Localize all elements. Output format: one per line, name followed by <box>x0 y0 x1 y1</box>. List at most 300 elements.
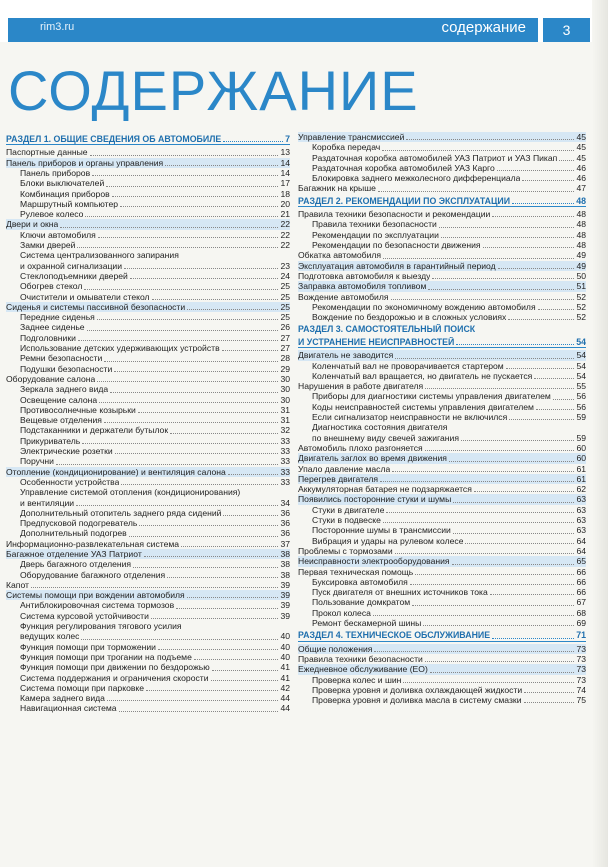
toc-entry-page: 56 <box>576 391 586 402</box>
toc-section-heading[interactable] <box>298 630 586 641</box>
toc-entry[interactable] <box>6 456 290 466</box>
toc-entry[interactable] <box>6 302 290 312</box>
toc-leader-dots <box>461 440 574 441</box>
toc-entry[interactable] <box>298 350 586 360</box>
toc-entry-page: 14 <box>280 157 290 168</box>
toc-leader-dots <box>98 237 279 238</box>
toc-entry-page: 27 <box>280 343 290 354</box>
toc-entry-page: 36 <box>280 528 290 539</box>
toc-entry[interactable] <box>298 173 586 183</box>
toc-entry-page: 61 <box>576 473 586 484</box>
toc-entry[interactable] <box>298 685 586 695</box>
toc-entry-page: 66 <box>576 576 586 587</box>
toc-entry[interactable] <box>298 271 586 281</box>
toc-entry-page: 75 <box>576 695 586 706</box>
toc-entry-title: Рулевое колесо <box>20 209 84 220</box>
toc-entry-page: 46 <box>576 173 586 184</box>
toc-entry[interactable] <box>298 422 586 432</box>
toc-entry-title: и охранной сигнализации <box>20 260 123 271</box>
toc-entry-title: Функция помощи при торможении <box>20 641 156 652</box>
toc-entry[interactable] <box>298 163 586 173</box>
toc-entry-page: 68 <box>576 607 586 618</box>
toc-entry[interactable] <box>298 536 586 546</box>
toc-entry-title: Отопление (кондиционирование) и вентиляция салона <box>6 466 226 477</box>
toc-leader-dots <box>391 299 575 300</box>
toc-leader-dots <box>31 587 278 588</box>
toc-entry-title: Передние сиденья <box>20 312 95 323</box>
toc-entry[interactable] <box>298 302 586 312</box>
toc-entry-page: 14 <box>280 168 290 178</box>
toc-entry[interactable] <box>298 695 586 705</box>
toc-entry-page: 59 <box>576 432 586 443</box>
toc-entry[interactable] <box>6 611 290 621</box>
toc-entry[interactable] <box>298 250 586 260</box>
toc-entry[interactable] <box>6 631 290 641</box>
toc-leader-dots <box>212 670 279 671</box>
toc-entry-title: Двигатель заглох во время движения <box>298 453 447 464</box>
toc-entry[interactable] <box>6 415 290 425</box>
toc-entry[interactable] <box>6 292 290 302</box>
toc-entry-title: Паспортные данные <box>6 147 88 158</box>
toc-leader-dots <box>187 309 278 310</box>
toc-entry-title: Буксировка автомобиля <box>312 576 408 587</box>
toc-entry[interactable] <box>298 433 586 443</box>
toc-entry-title: Двери и окна <box>6 219 59 230</box>
toc-entry[interactable] <box>6 250 290 260</box>
toc-leader-dots <box>187 597 279 598</box>
toc-leader-dots <box>392 471 574 472</box>
toc-leader-dots <box>524 702 575 703</box>
toc-entry[interactable] <box>6 374 290 384</box>
toc-entry[interactable] <box>298 371 586 381</box>
toc-entry[interactable] <box>6 219 290 229</box>
toc-entry-page: 64 <box>576 545 586 556</box>
toc-entry-title: Камера заднего вида <box>20 693 105 704</box>
toc-entry-title: Вождение по бездорожью и в сложных условиях <box>312 312 507 323</box>
toc-entry-title: Рекомендации по безопасности движения <box>312 240 481 251</box>
toc-entry-title: Проблемы с тормозами <box>298 545 393 556</box>
toc-entry-title: Пользование домкратом <box>312 597 411 608</box>
toc-entry-title: Комбинация приборов <box>20 188 110 199</box>
toc-entry-page: 73 <box>576 664 586 675</box>
toc-leader-dots <box>382 150 574 151</box>
toc-leader-dots <box>492 638 574 639</box>
toc-entry-page: 74 <box>576 684 586 695</box>
toc-entry[interactable] <box>298 391 586 401</box>
toc-entry[interactable] <box>6 446 290 456</box>
toc-section-heading[interactable] <box>298 196 586 207</box>
toc-leader-dots <box>77 247 278 248</box>
toc-entry-title: Прикуриватель <box>20 435 81 446</box>
toc-leader-dots <box>483 247 575 248</box>
toc-entry-page: 29 <box>280 363 290 374</box>
toc-entry-title: Вождение автомобиля <box>298 291 389 302</box>
toc-entry-title: Багажное отделение УАЗ Патриот <box>6 548 142 559</box>
toc-entry-title: Дополнительный отопитель заднего ряда сидений <box>20 507 222 518</box>
toc-entry[interactable] <box>6 322 290 332</box>
toc-entry-page: 38 <box>280 569 290 580</box>
toc-entry[interactable] <box>6 333 290 343</box>
toc-entry[interactable] <box>6 395 290 405</box>
toc-entry-page: 66 <box>576 587 586 598</box>
toc-leader-dots <box>465 543 574 544</box>
toc-leader-dots <box>85 216 278 217</box>
header-strip <box>8 18 538 42</box>
toc-entry-page: 33 <box>280 476 290 487</box>
toc-entry[interactable] <box>6 518 290 528</box>
toc-entry-page: 49 <box>576 250 586 261</box>
toc-entry[interactable] <box>6 384 290 394</box>
toc-leader-dots <box>170 433 278 434</box>
toc-entry[interactable] <box>298 675 586 685</box>
toc-leader-dots <box>383 522 575 523</box>
toc-entry-page: 67 <box>576 597 586 608</box>
toc-leader-dots <box>534 378 574 379</box>
toc-entry-title: Информационно-развлекательная система <box>6 538 180 549</box>
toc-entry[interactable] <box>6 693 290 703</box>
toc-entry-page: 31 <box>280 415 290 426</box>
toc-column-right <box>298 132 586 705</box>
toc-entry-page: 44 <box>280 703 290 714</box>
toc-entry-page: 33 <box>280 466 290 477</box>
toc-entry-title: Заправка автомобиля топливом <box>298 281 427 292</box>
toc-entry-title: Подготовка автомобиля к выезду <box>298 270 431 281</box>
toc-entry[interactable] <box>6 498 290 508</box>
toc-entry-title: РАЗДЕЛ 4. ТЕХНИЧЕСКОЕ ОБСЛУЖИВАНИЕ <box>298 630 491 641</box>
toc-entry[interactable] <box>298 153 586 163</box>
page-title: СОДЕРЖАНИЕ <box>8 59 419 122</box>
toc-entry-title: Ключи автомобиля <box>20 229 96 240</box>
toc-leader-dots <box>165 165 278 166</box>
toc-leader-dots <box>380 481 574 482</box>
toc-entry[interactable] <box>298 567 586 577</box>
toc-entry-page: 73 <box>576 674 586 685</box>
toc-entry[interactable] <box>6 600 290 610</box>
toc-entry[interactable] <box>298 505 586 515</box>
toc-entry-title: Проверка колес и шин <box>312 674 402 685</box>
toc-entry[interactable] <box>298 209 586 219</box>
toc-entry-page: 31 <box>280 404 290 415</box>
toc-entry[interactable] <box>298 654 586 664</box>
toc-entry[interactable] <box>298 381 586 391</box>
toc-entry[interactable] <box>298 618 586 628</box>
toc-entry[interactable] <box>6 652 290 662</box>
toc-entry-page: 36 <box>280 518 290 529</box>
toc-entry[interactable] <box>6 199 290 209</box>
toc-entry-page: 65 <box>576 556 586 567</box>
toc-entry-page: 38 <box>280 548 290 559</box>
toc-entry-title: И УСТРАНЕНИЕ НЕИСПРАВНОСТЕЙ <box>298 336 455 347</box>
toc-entry-page: 45 <box>576 152 586 163</box>
toc-entry-page: 33 <box>280 435 290 446</box>
toc-entry[interactable] <box>6 580 290 590</box>
toc-entry-title: Рекомендации по эксплуатации <box>312 229 439 240</box>
toc-entry-title: Эксплуатация автомобиля в гарантийный период <box>298 260 496 271</box>
toc-leader-dots <box>441 237 575 238</box>
toc-entry[interactable] <box>298 597 586 607</box>
toc-entry[interactable] <box>298 402 586 412</box>
toc-leader-dots <box>536 409 575 410</box>
toc-entry-page: 22 <box>280 219 290 230</box>
toc-entry[interactable] <box>6 209 290 219</box>
toc-entry[interactable] <box>6 230 290 240</box>
toc-leader-dots <box>374 651 574 652</box>
toc-entry-title: РАЗДЕЛ 3. САМОСТОЯТЕЛЬНЫЙ ПОИСК <box>298 324 476 335</box>
toc-entry-page: 48 <box>576 219 586 230</box>
toc-entry-page: 40 <box>280 631 290 642</box>
toc-entry[interactable] <box>6 549 290 559</box>
toc-entry-page: 17 <box>280 178 290 189</box>
toc-entry-page: 37 <box>280 538 290 549</box>
toc-leader-dots <box>386 512 574 513</box>
toc-entry-title: Обкатка автомобиля <box>298 250 382 261</box>
toc-entry-title: Перегрев двигателя <box>298 473 379 484</box>
toc-entry-page: 50 <box>576 270 586 281</box>
toc-entry[interactable] <box>298 464 586 474</box>
toc-entry[interactable] <box>6 528 290 538</box>
toc-entry[interactable] <box>6 703 290 713</box>
toc-leader-dots <box>78 340 279 341</box>
toc-entry[interactable] <box>6 477 290 487</box>
toc-entry-page: 27 <box>280 332 290 343</box>
header-bar <box>0 0 608 42</box>
toc-entry-page: 59 <box>576 412 586 423</box>
toc-entry-page: 28 <box>280 353 290 364</box>
toc-entry-page: 73 <box>576 643 586 654</box>
toc-entry[interactable] <box>6 683 290 693</box>
site-url[interactable]: rim3.ru <box>40 21 75 33</box>
toc-entry[interactable] <box>298 312 586 322</box>
toc-entry-page: 41 <box>280 672 290 683</box>
toc-entry-title: Использование детских удерживающих устройств <box>20 343 220 354</box>
toc-entry-title: Противосолнечные козырьки <box>20 404 136 415</box>
toc-leader-dots <box>121 484 278 485</box>
toc-entry[interactable] <box>298 494 586 504</box>
toc-section-heading[interactable] <box>298 324 586 334</box>
toc-entry-page: 63 <box>576 494 586 505</box>
toc-entry[interactable] <box>298 183 586 193</box>
toc-leader-dots <box>167 577 278 578</box>
toc-entry-title: Маршрутный компьютер <box>20 198 119 209</box>
toc-entry[interactable] <box>298 474 586 484</box>
toc-entry-title: Система помощи при парковке <box>20 682 145 693</box>
toc-leader-dots <box>452 564 575 565</box>
toc-entry[interactable] <box>6 621 290 631</box>
toc-entry[interactable] <box>298 664 586 674</box>
toc-entry[interactable] <box>298 525 586 535</box>
toc-entry[interactable] <box>6 467 290 477</box>
toc-entry[interactable] <box>6 436 290 446</box>
toc-entry[interactable] <box>298 443 586 453</box>
toc-leader-dots <box>222 350 279 351</box>
toc-leader-dots <box>112 196 279 197</box>
toc-entry-title: Подушки безопасности <box>20 363 113 374</box>
toc-entry[interactable] <box>6 508 290 518</box>
toc-entry[interactable] <box>6 405 290 415</box>
toc-leader-dots <box>97 381 278 382</box>
toc-entry-page: 25 <box>280 291 290 302</box>
toc-leader-dots <box>425 450 575 451</box>
toc-leader-dots <box>223 141 283 142</box>
toc-leader-dots <box>428 289 574 290</box>
toc-entry[interactable] <box>298 608 586 618</box>
toc-entry-page: 30 <box>280 394 290 405</box>
toc-entry-title: Общие положения <box>298 643 373 654</box>
toc-entry-page: 13 <box>280 147 290 158</box>
toc-leader-dots <box>90 155 279 156</box>
toc-section-heading[interactable] <box>298 337 586 348</box>
toc-entry-title: Функция регулирования тягового усилия <box>20 621 182 632</box>
toc-entry[interactable] <box>298 261 586 271</box>
toc-leader-dots <box>146 690 278 691</box>
toc-entry-title: Аккумуляторная батарея не подзаряжается <box>298 484 472 495</box>
toc-entry-page: 63 <box>576 515 586 526</box>
toc-entry-page: 56 <box>576 401 586 412</box>
toc-entry[interactable] <box>6 539 290 549</box>
toc-entry[interactable] <box>6 281 290 291</box>
toc-entry[interactable] <box>298 484 586 494</box>
toc-entry[interactable] <box>298 361 586 371</box>
toc-leader-dots <box>211 680 279 681</box>
toc-entry-title: Зеркала заднего вида <box>20 384 109 395</box>
toc-entry[interactable] <box>298 412 586 422</box>
toc-entry[interactable] <box>6 147 290 157</box>
toc-leader-dots <box>410 584 575 585</box>
toc-entry[interactable] <box>6 364 290 374</box>
toc-entry[interactable] <box>298 546 586 556</box>
toc-entry-title: Очистители и омыватели стекол <box>20 291 150 302</box>
toc-leader-dots <box>144 556 279 557</box>
toc-entry-page: 30 <box>280 384 290 395</box>
toc-entry-title: Функция помощи при движении по бездорожью <box>20 662 210 673</box>
toc-entry-title: Ремни безопасности <box>20 353 103 364</box>
toc-entry-title: Нарушения в работе двигателя <box>298 381 424 392</box>
toc-entry[interactable] <box>6 590 290 600</box>
toc-entry-title: Прокол колеса <box>312 607 371 618</box>
toc-entry-title: Неисправности электрооборудования <box>298 556 450 567</box>
toc-entry-title: Подголовники <box>20 332 76 343</box>
toc-leader-dots <box>456 344 574 345</box>
toc-leader-dots <box>403 682 574 683</box>
toc-entry-title: Первая техническая помощь <box>298 566 414 577</box>
toc-entry-page: 73 <box>576 653 586 664</box>
toc-entry-page: 63 <box>576 504 586 515</box>
toc-entry-title: Стуки в подвеске <box>312 515 381 526</box>
toc-entry-title: Коды неисправностей системы управления двигателем <box>312 401 534 412</box>
toc-entry-page: 51 <box>576 281 586 292</box>
toc-entry[interactable] <box>6 343 290 353</box>
toc-entry-title: РАЗДЕЛ 1. ОБЩИЕ СВЕДЕНИЯ ОБ АВТОМОБИЛЕ <box>6 134 222 144</box>
toc-entry[interactable] <box>6 178 290 188</box>
toc-entry[interactable] <box>298 587 586 597</box>
toc-entry[interactable] <box>298 142 586 152</box>
toc-entry[interactable] <box>6 353 290 363</box>
toc-entry[interactable] <box>6 425 290 435</box>
toc-entry-title: Коленчатый вал вращается, но двигатель не пускается <box>312 370 533 381</box>
toc-entry[interactable] <box>298 240 586 250</box>
toc-column-left <box>6 132 290 714</box>
toc-leader-dots <box>553 399 575 400</box>
toc-entry[interactable] <box>298 453 586 463</box>
toc-entry-page: 45 <box>576 142 586 153</box>
toc-leader-dots <box>538 309 575 310</box>
toc-leader-dots <box>119 711 279 712</box>
toc-entry-title: Стуки в двигателе <box>312 504 385 515</box>
toc-entry[interactable] <box>6 189 290 199</box>
toc-entry-page: 60 <box>576 442 586 453</box>
toc-entry[interactable] <box>6 168 290 178</box>
toc-entry[interactable] <box>298 132 586 142</box>
toc-leader-dots <box>524 692 574 693</box>
toc-entry[interactable] <box>6 642 290 652</box>
toc-entry-title: Блоки выключателей <box>20 178 105 189</box>
toc-entry[interactable] <box>6 673 290 683</box>
toc-entry[interactable] <box>6 158 290 168</box>
toc-entry[interactable] <box>6 312 290 322</box>
toc-leader-dots <box>97 319 279 320</box>
toc-entry-title: Антиблокировочная система тормозов <box>20 600 175 611</box>
toc-entry-title: Замки дверей <box>20 240 76 251</box>
toc-entry[interactable] <box>6 559 290 569</box>
toc-leader-dots <box>104 361 278 362</box>
toc-leader-dots <box>124 268 278 269</box>
toc-leader-dots <box>509 419 574 420</box>
toc-leader-dots <box>373 615 575 616</box>
toc-entry[interactable] <box>6 240 290 250</box>
toc-entry-title: Если сигнализатор неисправности не включился <box>312 412 508 423</box>
toc-entry-page: 66 <box>576 566 586 577</box>
toc-entry-title: ведущих колес <box>20 631 80 642</box>
toc-entry[interactable] <box>298 644 586 654</box>
toc-leader-dots <box>152 299 279 300</box>
toc-entry-page: 21 <box>280 209 290 220</box>
toc-entry-title: Навигационная система <box>20 703 117 714</box>
toc-entry-title: Поручни <box>20 456 54 467</box>
toc-entry[interactable] <box>6 570 290 580</box>
toc-leader-dots <box>56 464 278 465</box>
toc-entry-page: 54 <box>576 370 586 381</box>
toc-entry[interactable] <box>298 577 586 587</box>
toc-entry[interactable] <box>298 556 586 566</box>
toc-section-heading[interactable] <box>6 134 290 145</box>
toc-leader-dots <box>395 358 574 359</box>
toc-entry[interactable] <box>298 230 586 240</box>
toc-entry[interactable] <box>6 261 290 271</box>
toc-entry-title: Блокировка заднего межколесного дифференциала <box>312 173 521 184</box>
toc-entry[interactable] <box>6 662 290 672</box>
toc-leader-dots <box>176 608 278 609</box>
toc-entry-page: 45 <box>576 132 586 142</box>
toc-leader-dots <box>107 700 278 701</box>
toc-entry[interactable] <box>298 219 586 229</box>
toc-entry-title: Проверка уровня и доливка охлаждающей жидкости <box>312 684 523 695</box>
toc-entry[interactable] <box>6 271 290 281</box>
toc-entry[interactable] <box>298 515 586 525</box>
toc-leader-dots <box>383 258 574 259</box>
toc-entry-title: Электрические розетки <box>20 446 113 457</box>
toc-entry[interactable] <box>6 487 290 497</box>
toc-entry-title: Правила техники безопасности и рекомендации <box>298 209 491 220</box>
toc-entry-title: Правила техники безопасности <box>298 653 423 664</box>
toc-leader-dots <box>81 639 278 640</box>
toc-entry-title: Управление трансмиссией <box>298 132 405 142</box>
toc-leader-dots <box>425 388 574 389</box>
toc-entry-title: Коленчатый вал не проворачивается стартером <box>312 360 504 371</box>
toc-entry[interactable] <box>298 292 586 302</box>
toc-entry[interactable] <box>298 281 586 291</box>
toc-entry-page: 7 <box>285 134 290 144</box>
toc-leader-dots <box>378 191 575 192</box>
